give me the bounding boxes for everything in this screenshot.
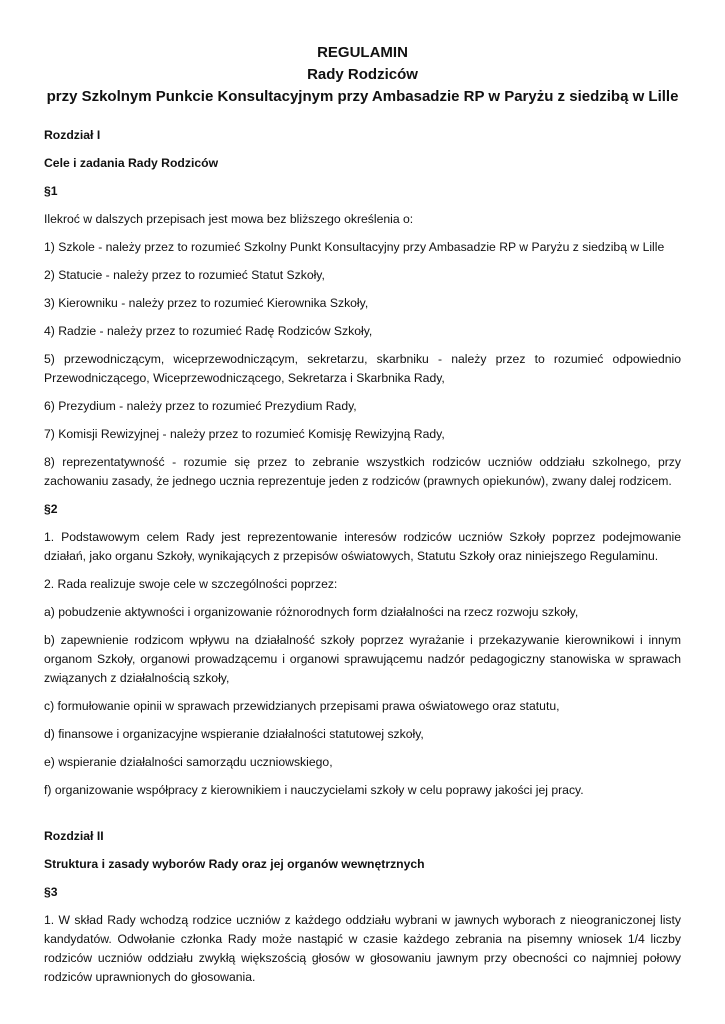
chapter-2-heading: Rozdział II <box>44 829 104 843</box>
document-title <box>44 42 681 108</box>
section-2-item: e) wspieranie działalności samorządu uczniowskiego, <box>44 755 333 769</box>
section-2-item: 2. Rada realizuje swoje cele w szczególności poprzez: <box>44 577 338 591</box>
section-1-item: 7) Komisji Rewizyjnej - należy przez to rozumieć Komisję Rewizyjną Rady, <box>44 427 445 441</box>
chapter-2-subheading: Struktura i zasady wyborów Rady oraz jej organów wewnętrznych <box>44 857 425 871</box>
section-1-item: 5) przewodniczącym, wiceprzewodniczącym, sekretarzu, skarbniku - należy przez to rozumieć odpowiednio Przewodniczącego, Wiceprzewodniczącego, Sekretarza i Skarbnika Rady, <box>44 352 681 385</box>
chapter-1-subheading: Cele i zadania Rady Rodziców <box>44 156 219 170</box>
section-1-item: 6) Prezydium - należy przez to rozumieć Prezydium Rady, <box>44 399 357 413</box>
section-3-mark: §3 <box>44 885 58 899</box>
section-1-item: 1) Szkole - należy przez to rozumieć Szkolny Punkt Konsultacyjny przy Ambasadzie RP w Paryżu z siedzibą w Lille <box>44 240 665 254</box>
chapter-spacer <box>44 809 681 827</box>
section-2-item: d) finansowe i organizacyjne wspieranie działalności statutowej szkoły, <box>44 727 424 741</box>
title-line-1: REGULAMIN <box>317 44 408 61</box>
section-1-item: 3) Kierowniku - należy przez to rozumieć Kierownika Szkoły, <box>44 296 369 310</box>
section-1-item: 8) reprezentatywność - rozumie się przez to zebranie wszystkich rodziców uczniów oddziału szkolnego, przy zachowaniu zasady, że jednego ucznia reprezentuje jeden z rodziców (prawnych opiekunów), zwany dalej rodzicem. <box>44 455 681 488</box>
title-line-2: Rady Rodziców <box>307 66 418 83</box>
section-1-mark: §1 <box>44 184 58 198</box>
title-line-3: przy Szkolnym Punkcie Konsultacyjnym przy Ambasadzie RP w Paryżu z siedzibą w Lille <box>46 88 679 105</box>
section-1-item: 2) Statucie - należy przez to rozumieć Statut Szkoły, <box>44 268 325 282</box>
section-2-mark: §2 <box>44 502 58 516</box>
section-2-item: a) pobudzenie aktywności i organizowanie różnorodnych form działalności na rzecz rozwoju szkoły, <box>44 605 579 619</box>
section-2-item: c) formułowanie opinii w sprawach przewidzianych przepisami prawa oświatowego oraz statutu, <box>44 699 560 713</box>
section-2-item: b) zapewnienie rodzicom wpływu na działalność szkoły poprzez wyrażanie i przekazywanie kierownikowi i innym organom Szkoły, organowi prowadzącemu i organowi sprawującemu nadzór pedagogiczny stanowiska w sprawach związanych z działalnością szkoły, <box>44 633 681 685</box>
section-2-item: 1. Podstawowym celem Rady jest reprezentowanie interesów rodziców uczniów Szkoły poprzez podejmowanie działań, jako organu Szkoły, wynikających z przepisów oświatowych, Statutu Szkoły oraz niniejszego Regulaminu. <box>44 530 681 563</box>
chapter-1-heading: Rozdział I <box>44 128 101 142</box>
section-2-item: f) organizowanie współpracy z kierownikiem i nauczycielami szkoły w celu poprawy jakości jej pracy. <box>44 783 584 797</box>
section-3-item: 1. W skład Rady wchodzą rodzice uczniów z każdego oddziału wybrani w jawnych wyborach z nieograniczonej listy kandydatów. Odwołanie członka Rady może nastąpić w czasie każdego zebrania na pisemny wniosek 1/4 liczby rodziców uczniów oddziału zwykłą większością głosów w głosowaniu jawnym przy obecności co najmniej połowy rodziców uprawnionych do głosowania. <box>44 913 681 984</box>
section-1-item: 4) Radzie - należy przez to rozumieć Radę Rodziców Szkoły, <box>44 324 373 338</box>
section-1-intro: Ilekroć w dalszych przepisach jest mowa bez bliższego określenia o: <box>44 212 414 226</box>
